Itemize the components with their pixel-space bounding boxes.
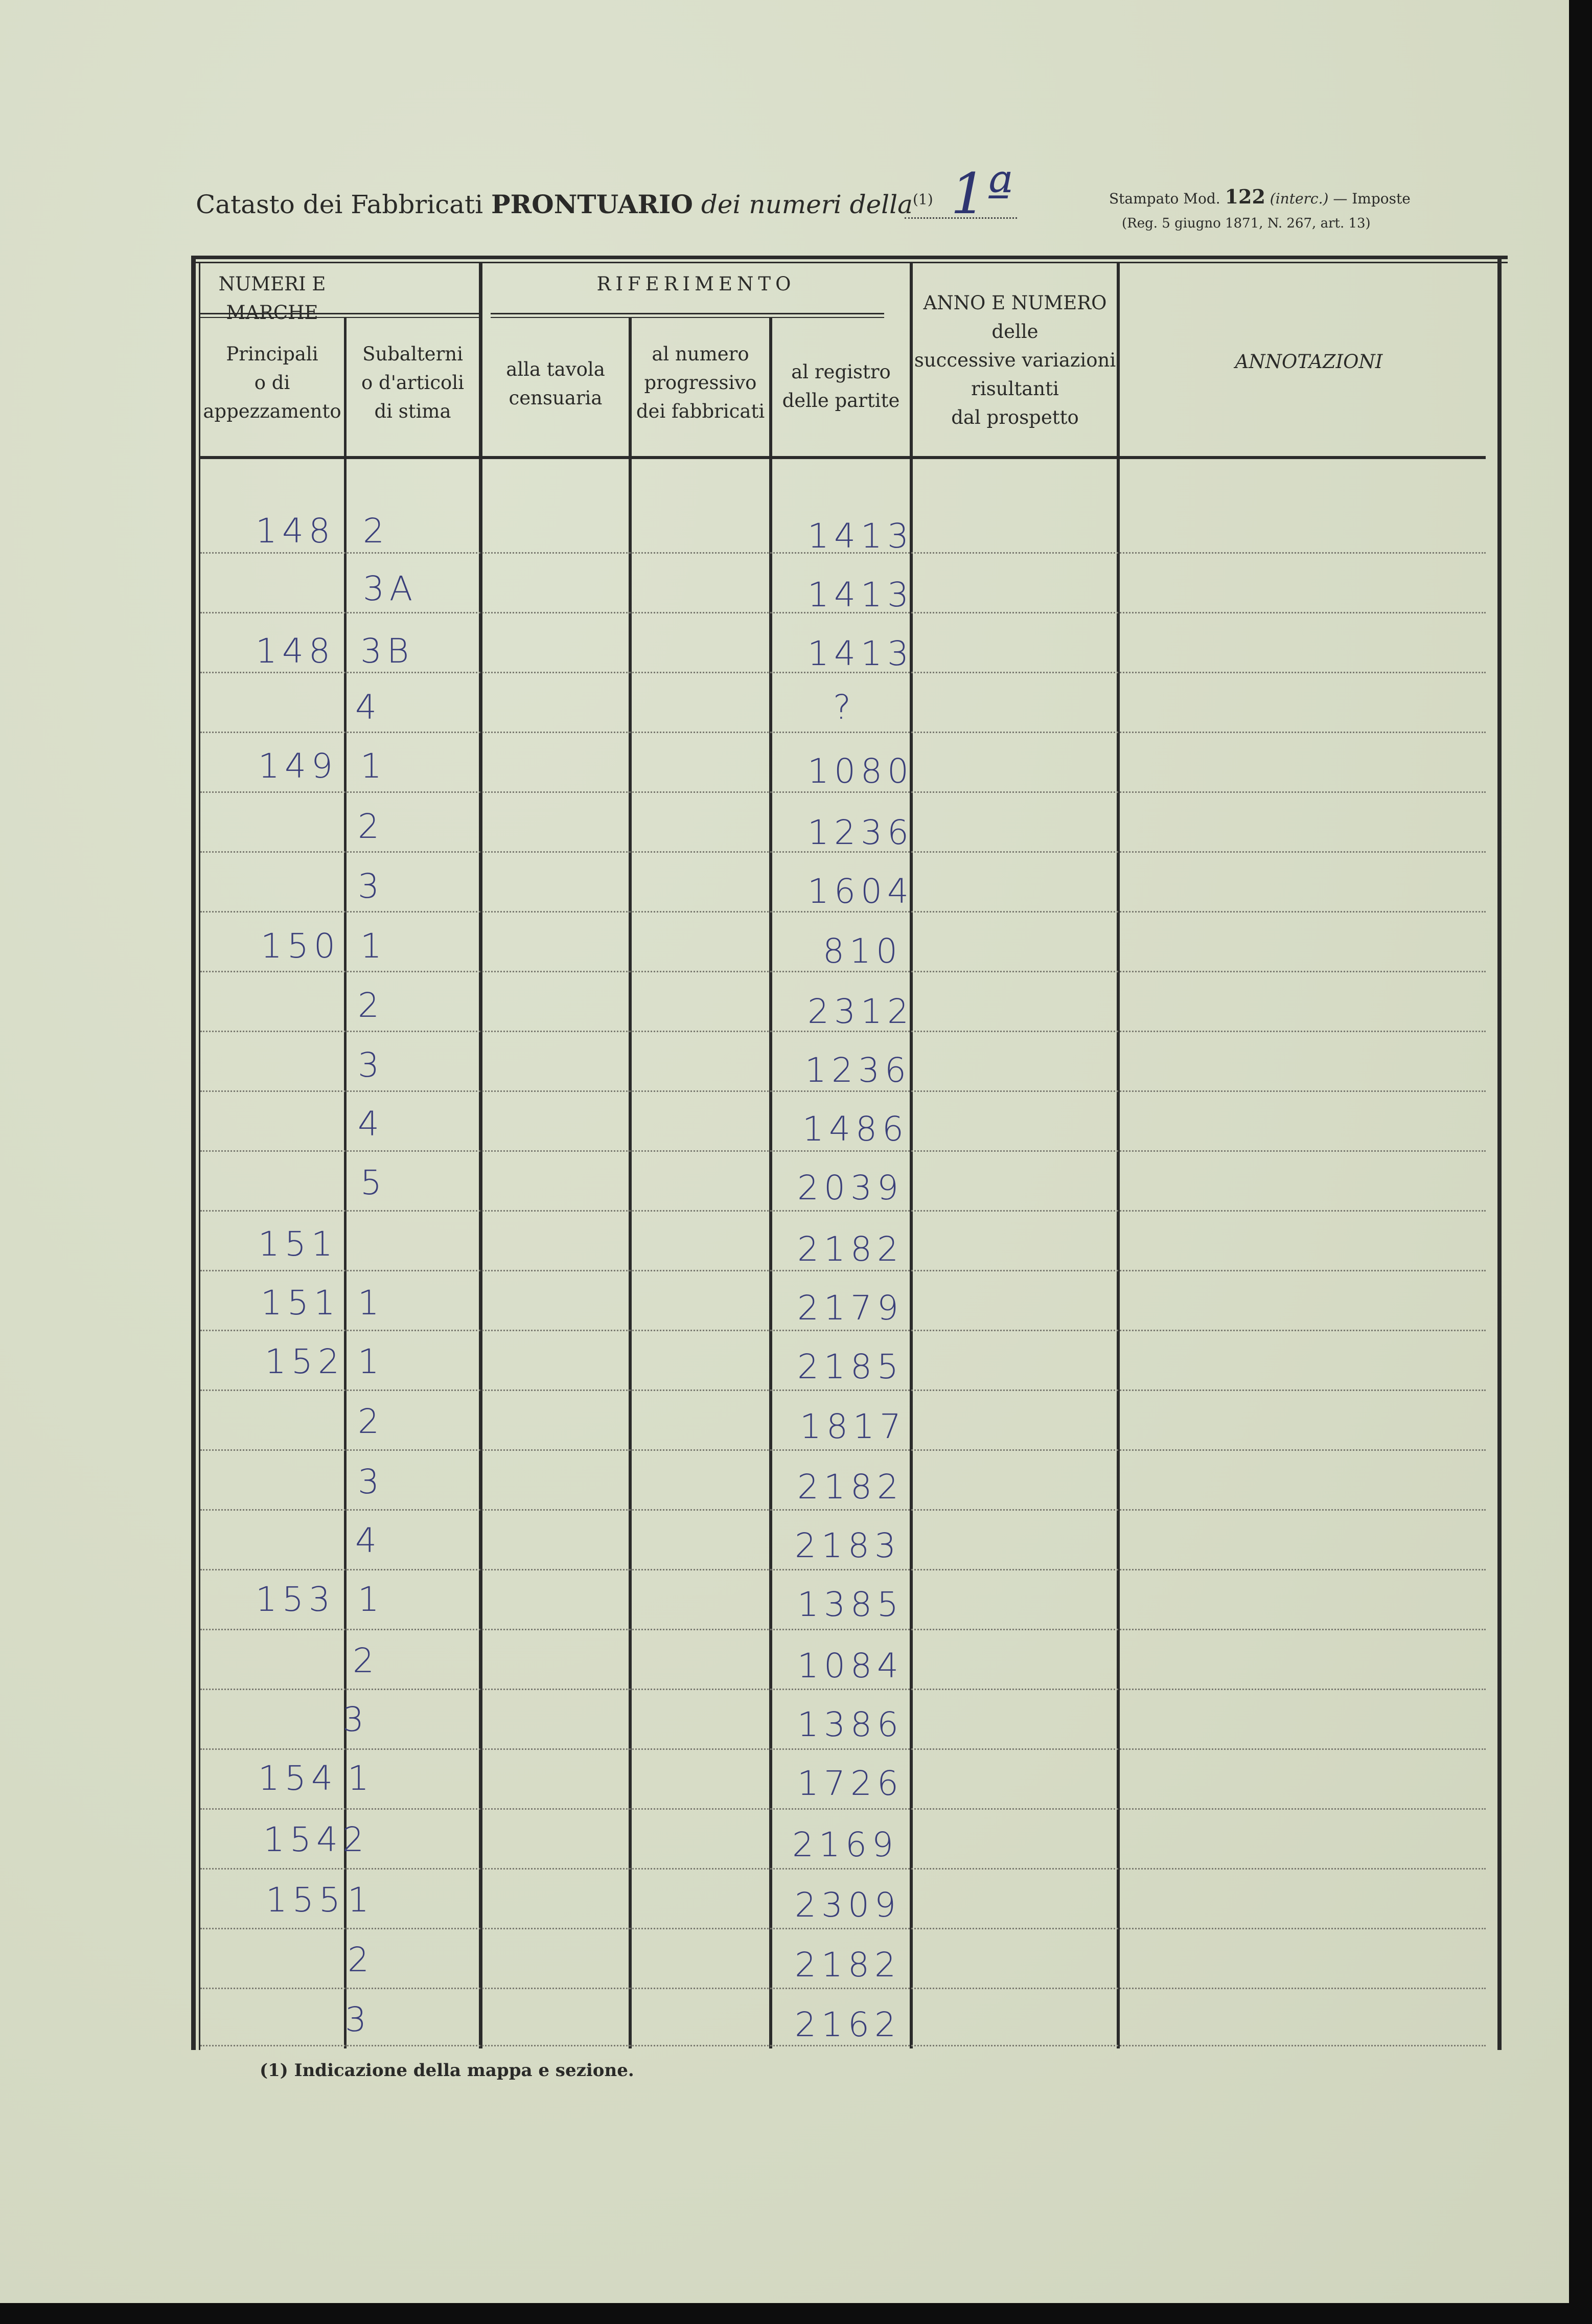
cell-partita: 2162 bbox=[795, 2005, 901, 2044]
hdr-principali-1: Principali bbox=[226, 343, 318, 365]
row-rule bbox=[200, 791, 1486, 793]
cell-partita: 2169 bbox=[792, 1825, 898, 1864]
cell-partita: 1413 bbox=[807, 516, 914, 556]
hdr-anno-numero bbox=[913, 289, 1117, 432]
row-rule bbox=[200, 1210, 1486, 1212]
cell-subalterno: 2 bbox=[348, 1940, 374, 1979]
hdr-subalterni-2: o d'articoli bbox=[361, 372, 464, 394]
cell-subalterno: 3B bbox=[360, 631, 414, 671]
row-rule bbox=[200, 1449, 1486, 1451]
row-rule bbox=[200, 1150, 1486, 1152]
footnote: (1) Indicazione della mappa e sezione. bbox=[260, 2060, 634, 2081]
row-rule bbox=[200, 1509, 1486, 1511]
row-rule bbox=[200, 1270, 1486, 1271]
col-divider-2 bbox=[479, 263, 482, 2048]
title-italic: dei numeri della bbox=[701, 190, 913, 219]
hdr-registro-2: delle partite bbox=[782, 390, 900, 412]
title-bold: PRONTUARIO bbox=[491, 189, 693, 219]
stamp-number: 122 bbox=[1225, 185, 1265, 208]
cell-partita: 810 bbox=[823, 931, 903, 971]
cell-principale: 148 bbox=[256, 511, 335, 551]
stamp-prefix: Stampato Mod. bbox=[1109, 190, 1220, 207]
hdr-principali-2: o di bbox=[254, 372, 290, 394]
stamp-suffix: — Imposte bbox=[1333, 190, 1411, 207]
row-rule bbox=[200, 971, 1486, 972]
cell-subalterno: 1 bbox=[360, 926, 387, 966]
row-rule bbox=[200, 1090, 1486, 1092]
title-handwritten: 1ª bbox=[951, 161, 1013, 226]
cell-subalterno: 3 bbox=[358, 1045, 384, 1085]
title-prefix: Catasto dei Fabbricati bbox=[196, 190, 483, 219]
col-divider-4 bbox=[769, 318, 772, 2048]
row-rule bbox=[200, 1748, 1486, 1750]
cell-subalterno: 2 bbox=[358, 807, 384, 846]
hdr-tavola-1: alla tavola bbox=[506, 358, 605, 380]
cell-subalterno: 1 bbox=[358, 1342, 384, 1381]
cell-subalterno: 2 bbox=[363, 511, 389, 551]
hdr-line-riferimento-2 bbox=[491, 317, 884, 318]
cell-partita: 2183 bbox=[795, 1526, 901, 1565]
hdr-progressivo-2: progressivo bbox=[644, 372, 757, 394]
hdr-anno-line-3: successive variazioni bbox=[914, 349, 1116, 371]
cell-subalterno: 3 bbox=[358, 867, 384, 906]
hdr-progressivo-3: dei fabbricati bbox=[636, 400, 765, 422]
row-rule bbox=[200, 1868, 1486, 1870]
row-rule bbox=[200, 1808, 1486, 1810]
hdr-riferimento: RIFERIMENTO bbox=[596, 273, 796, 295]
cell-principale: 148 bbox=[256, 631, 335, 671]
cell-principale: 149 bbox=[258, 746, 338, 786]
cell-principale: 152 bbox=[265, 1342, 344, 1381]
cell-subalterno: 2 bbox=[358, 986, 384, 1025]
hdr-bottom-line bbox=[200, 456, 1486, 459]
cell-partita: 1413 bbox=[807, 575, 914, 614]
cell-partita: 1386 bbox=[797, 1705, 904, 1744]
cell-partita: 1080 bbox=[807, 751, 914, 791]
cell-partita: 1726 bbox=[797, 1764, 904, 1803]
hdr-principali bbox=[200, 340, 344, 426]
cell-subalterno: 5 bbox=[360, 1163, 387, 1202]
cell-partita: 1604 bbox=[807, 872, 914, 911]
table-left-border bbox=[191, 256, 196, 2050]
cell-principale: 154 bbox=[258, 1759, 338, 1798]
cell-subalterno: 4 bbox=[355, 688, 382, 727]
table-left-border-inner bbox=[199, 263, 200, 2050]
cell-principale: 151 bbox=[258, 1224, 338, 1264]
cell-partita: 2185 bbox=[797, 1347, 904, 1386]
cell-subalterno: 2 bbox=[358, 1402, 384, 1441]
cell-partita: 1413 bbox=[807, 634, 914, 673]
cell-partita: 2182 bbox=[795, 1945, 901, 1985]
cell-partita: 1817 bbox=[800, 1407, 906, 1446]
table-top-border-inner bbox=[194, 262, 1508, 263]
col-divider-3 bbox=[629, 318, 632, 2048]
cell-subalterno: 1 bbox=[348, 1759, 374, 1798]
cell-partita: 1385 bbox=[797, 1585, 904, 1624]
cell-subalterno: 3A bbox=[363, 569, 418, 608]
hdr-subalterni-1: Subalterni bbox=[362, 343, 463, 365]
table-top-border bbox=[194, 256, 1508, 259]
hdr-anno-line-2: delle bbox=[991, 321, 1039, 343]
cell-subalterno: 3 bbox=[358, 1462, 384, 1501]
hdr-anno-line-5: dal prospetto bbox=[951, 406, 1079, 428]
hdr-subalterni-3: di stima bbox=[374, 400, 451, 422]
cell-subalterno: 4 bbox=[358, 1104, 384, 1144]
cell-partita: 1236 bbox=[805, 1051, 911, 1090]
hdr-registro-1: al registro bbox=[791, 361, 891, 383]
form-title bbox=[196, 189, 933, 219]
hdr-progressivo bbox=[632, 340, 769, 426]
table-right-border bbox=[1497, 256, 1502, 2050]
cell-partita: 2179 bbox=[797, 1288, 904, 1328]
cell-principale: 150 bbox=[261, 926, 340, 966]
hdr-registro bbox=[772, 358, 910, 415]
cell-subalterno: 2 bbox=[342, 1820, 369, 1859]
cell-partita: 1236 bbox=[807, 813, 914, 852]
col-divider-6 bbox=[1117, 263, 1120, 2048]
cell-principale: 154 bbox=[263, 1820, 343, 1859]
cell-subalterno: 4 bbox=[355, 1521, 382, 1560]
cell-subalterno: 1 bbox=[348, 1880, 374, 1920]
cell-subalterno: 3 bbox=[345, 2000, 372, 2039]
cell-partita: ? bbox=[833, 688, 857, 727]
cell-partita: 2312 bbox=[807, 992, 914, 1031]
cell-subalterno: 1 bbox=[358, 1283, 384, 1323]
col-divider-1 bbox=[344, 318, 347, 2048]
row-rule bbox=[200, 1569, 1486, 1570]
cell-subalterno: 1 bbox=[358, 1580, 384, 1619]
cell-partita: 2309 bbox=[795, 1885, 901, 1925]
print-regulation: (Reg. 5 giugno 1871, N. 267, art. 13) bbox=[1122, 216, 1371, 231]
row-rule bbox=[200, 732, 1486, 733]
row-rule bbox=[200, 911, 1486, 913]
hdr-tavola bbox=[482, 355, 629, 413]
row-rule bbox=[200, 1689, 1486, 1690]
hdr-progressivo-1: al numero bbox=[652, 343, 749, 365]
stamp-interc: (interc.) bbox=[1270, 190, 1329, 207]
cell-subalterno: 1 bbox=[360, 746, 387, 786]
hdr-anno-line-1: ANNO E NUMERO bbox=[923, 292, 1107, 314]
cell-principale: 153 bbox=[256, 1580, 335, 1619]
row-rule bbox=[200, 1988, 1486, 1989]
row-rule bbox=[200, 1389, 1486, 1391]
cell-partita: 1486 bbox=[802, 1109, 909, 1149]
hdr-line-riferimento bbox=[491, 313, 884, 314]
row-rule bbox=[200, 2045, 1486, 2046]
cell-partita: 2039 bbox=[797, 1168, 904, 1207]
row-rule bbox=[200, 1629, 1486, 1630]
hdr-principali-3: appezzamento bbox=[203, 400, 341, 422]
cell-subalterno: 3 bbox=[342, 1700, 369, 1739]
hdr-numeri-marche: NUMERI E MARCHE bbox=[218, 273, 326, 324]
cell-partita: 2182 bbox=[797, 1229, 904, 1269]
cell-subalterno: 2 bbox=[353, 1641, 379, 1680]
cell-principale: 155 bbox=[266, 1880, 345, 1920]
hdr-anno-line-4: risultanti bbox=[971, 378, 1059, 400]
row-rule bbox=[200, 1330, 1486, 1331]
row-rule bbox=[200, 1928, 1486, 1929]
title-footnote-ref: (1) bbox=[912, 191, 933, 208]
hdr-annotazioni: ANNOTAZIONI bbox=[1235, 351, 1383, 373]
hdr-tavola-2: censuaria bbox=[509, 387, 603, 409]
cell-partita: 2182 bbox=[797, 1467, 904, 1507]
cell-partita: 1084 bbox=[797, 1646, 904, 1685]
print-stamp bbox=[1109, 185, 1411, 208]
cell-principale: 151 bbox=[261, 1283, 340, 1323]
hdr-subalterni bbox=[347, 340, 479, 426]
